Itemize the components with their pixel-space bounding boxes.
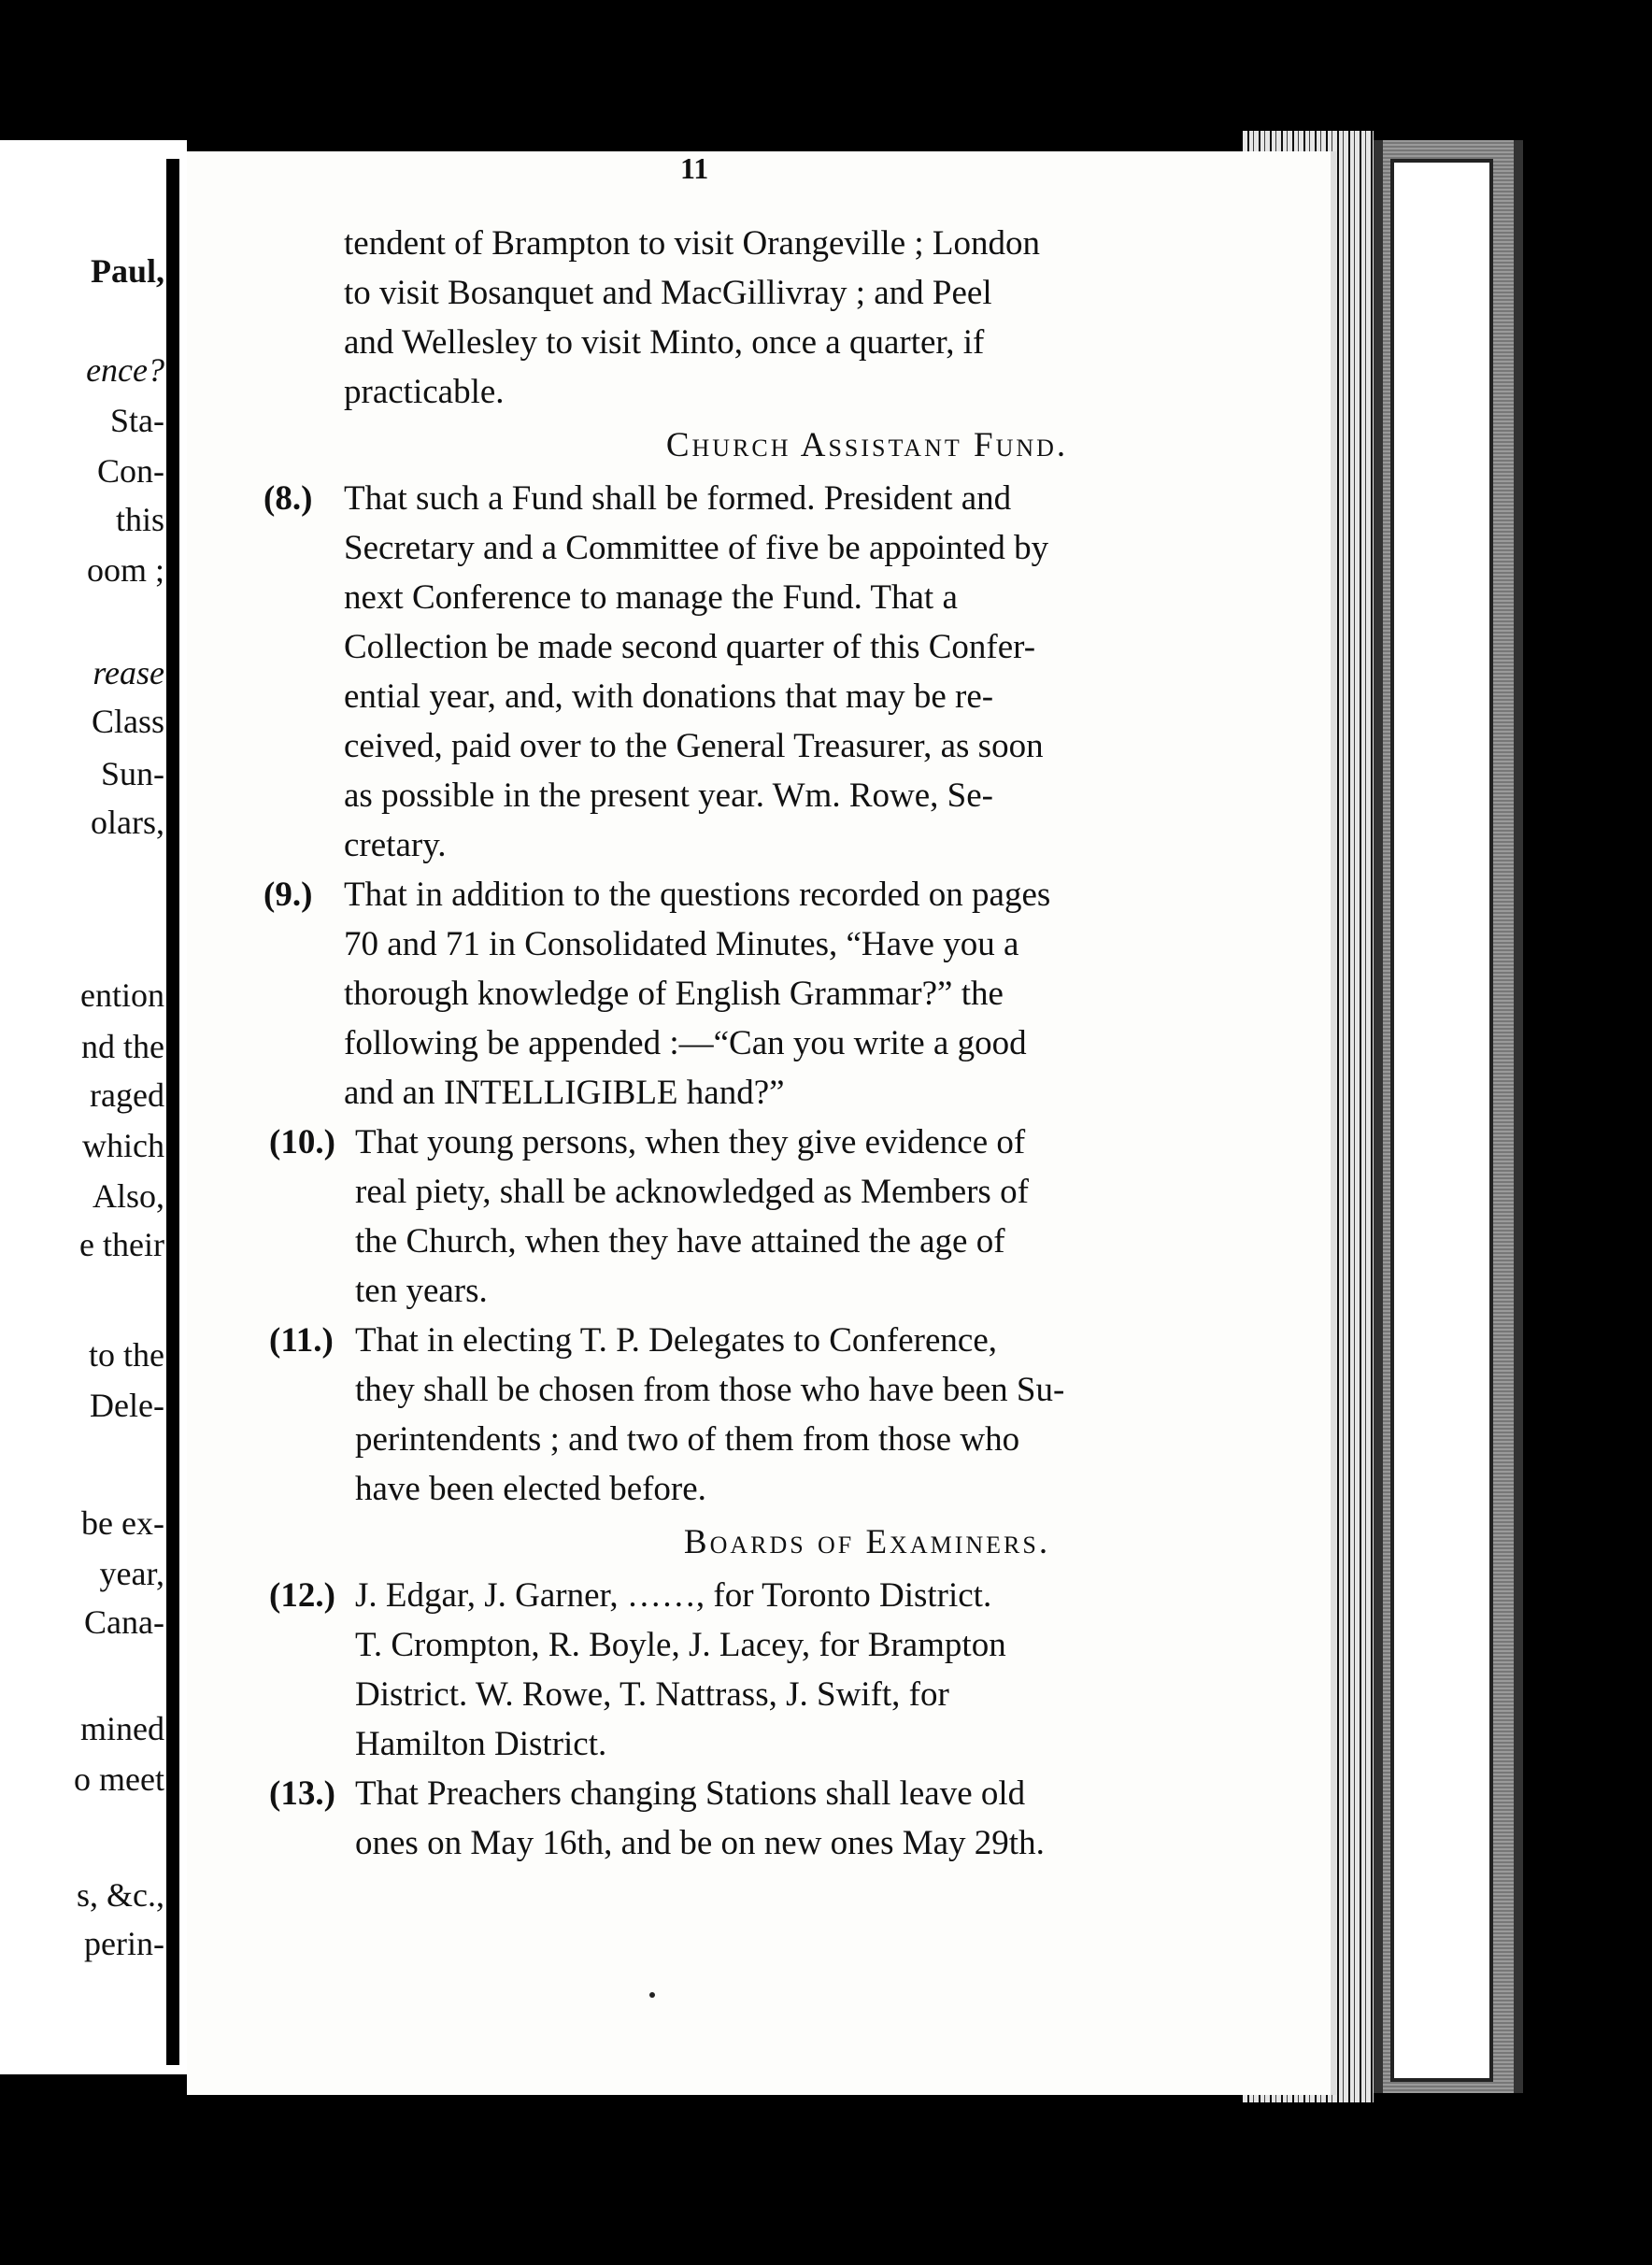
book-page: [187, 151, 1336, 2095]
cover-inner-panel: [1390, 159, 1493, 2082]
text-line: ential year, and, with donations that may be re-: [344, 677, 994, 716]
left-page-line: Con-: [97, 452, 164, 490]
left-page-line: Sta-: [110, 402, 164, 439]
text-line: following be appended :—“Can you write a good: [344, 1024, 1027, 1062]
text-line: thorough knowledge of English Grammar?” the: [344, 975, 1004, 1013]
left-page-line: perin-: [84, 1925, 164, 1962]
text-line: practicable.: [344, 373, 505, 411]
left-page-line: ence?: [86, 351, 164, 389]
paragraph-number: (10.): [269, 1123, 335, 1161]
left-page-line: Sun-: [100, 755, 164, 792]
text-line: ones on May 16th, and be on new ones May 29th.: [355, 1824, 1045, 1862]
left-page-line: Also,: [92, 1177, 164, 1215]
text-line: That Preachers changing Stations shall leave old: [355, 1774, 1026, 1813]
left-page-line: raged: [90, 1076, 164, 1114]
paragraph-10: [269, 1118, 1390, 1316]
left-page-line: to the: [89, 1336, 164, 1374]
text-line: Secretary and a Committee of five be appointed by: [344, 529, 1049, 567]
left-page-line: which: [82, 1127, 164, 1164]
text-line: as possible in the present year. Wm. Rowe, Se-: [344, 776, 993, 815]
left-page-line: Paul,: [90, 252, 164, 290]
left-page-line: rease: [93, 654, 164, 691]
page-text: [263, 219, 1390, 1868]
left-page-line: year,: [99, 1555, 164, 1592]
ink-speck: [649, 1992, 655, 1998]
text-line: That such a Fund shall be formed. President and: [344, 479, 1012, 518]
paragraph-9: [263, 870, 1390, 1118]
paragraph-number: (13.): [269, 1774, 335, 1813]
text-line: to visit Bosanquet and MacGillivray ; and Peel: [344, 274, 992, 312]
paragraph-11: [269, 1316, 1390, 1514]
text-line: next Conference to manage the Fund. That a: [344, 578, 958, 617]
left-page-line: mined: [80, 1710, 164, 1747]
left-page-line: this: [115, 501, 164, 538]
text-line: 70 and 71 in Consolidated Minutes, “Have you a: [344, 925, 1019, 963]
text-line: and Wellesley to visit Minto, once a quarter, if: [344, 323, 985, 362]
left-page-line: Dele-: [90, 1387, 164, 1424]
paragraph-number: (11.): [269, 1321, 334, 1360]
text-line: the Church, when they have attained the age of: [355, 1222, 1005, 1261]
text-line: tendent of Brampton to visit Orangeville ; London: [344, 224, 1041, 263]
text-line: That in electing T. P. Delegates to Conference,: [355, 1321, 998, 1360]
left-page-line: olars,: [91, 804, 164, 841]
text-line: Collection be made second quarter of this Confer-: [344, 628, 1036, 666]
text-line: That in addition to the questions recorded on pages: [344, 876, 1051, 914]
page-number: 11: [680, 151, 709, 185]
intro-paragraph: [344, 219, 1390, 417]
text-line: Hamilton District.: [355, 1725, 607, 1763]
book-gutter: [166, 159, 179, 2065]
left-page-line: s, &c.,: [77, 1876, 164, 1914]
paragraph-number: (9.): [263, 876, 313, 914]
left-page-line: nd the: [81, 1028, 164, 1065]
text-line: cretary.: [344, 826, 447, 864]
paragraph-13: [269, 1769, 1390, 1868]
left-page-line: Cana-: [84, 1603, 164, 1641]
left-page-line: o meet: [74, 1760, 164, 1798]
text-line: J. Edgar, J. Garner, ……, for Toronto District.: [355, 1576, 992, 1615]
text-line: perintendents ; and two of them from those who: [355, 1420, 1020, 1459]
paragraph-number: (12.): [269, 1576, 335, 1615]
left-page-line: e their: [79, 1226, 164, 1263]
text-line: and an INTELLIGIBLE hand?”: [344, 1074, 785, 1112]
text-line: ten years.: [355, 1272, 488, 1310]
text-line: have been elected before.: [355, 1470, 706, 1508]
text-line: District. W. Rowe, T. Nattrass, J. Swift, for: [355, 1675, 949, 1714]
heading-boards-of-examiners: Boards of Examiners.: [683, 1523, 1051, 1561]
left-page-line: ention: [80, 976, 164, 1014]
text-line: they shall be chosen from those who have been Su-: [355, 1371, 1065, 1409]
text-line: real piety, shall be acknowledged as Members of: [355, 1173, 1029, 1211]
left-page-line: Class: [91, 703, 164, 740]
left-page-line: oom ;: [86, 551, 164, 589]
paragraph-12: [269, 1571, 1390, 1769]
text-line: ceived, paid over to the General Treasurer, as soon: [344, 727, 1044, 765]
paragraph-number: (8.): [263, 479, 313, 518]
paragraph-8: [263, 474, 1390, 870]
heading-church-assistant-fund: Church Assistant Fund.: [665, 426, 1069, 464]
text-line: T. Crompton, R. Boyle, J. Lacey, for Brampton: [355, 1626, 1006, 1664]
previous-page-fragment: [0, 140, 187, 2074]
left-page-line: be ex-: [81, 1504, 164, 1542]
text-line: That young persons, when they give evidence of: [355, 1123, 1026, 1161]
